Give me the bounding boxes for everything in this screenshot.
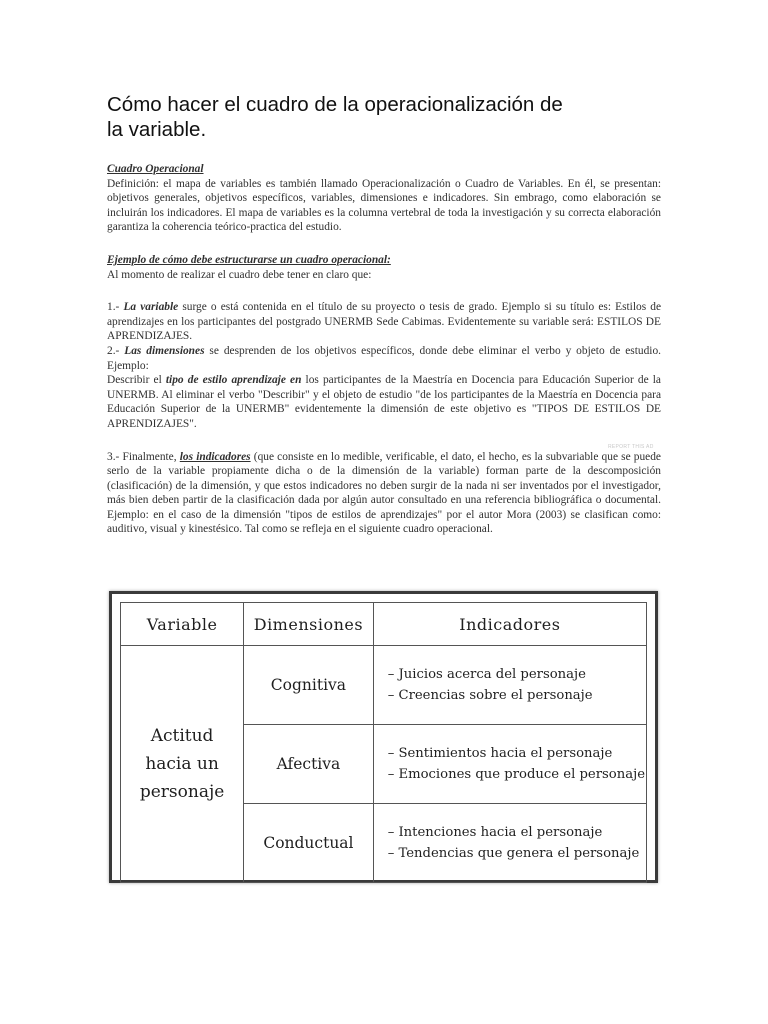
title-line-2: la variable.	[107, 118, 207, 141]
item-3-paragraph	[107, 450, 661, 538]
indicators-cell	[373, 725, 646, 804]
item-2-example	[107, 373, 661, 431]
ejemplo-intro: Al momento de realizar el cuadro debe tener en claro que:	[107, 268, 372, 281]
item-2-prefix: 2.-	[107, 344, 125, 357]
variable-line-1: Actitud	[150, 726, 214, 746]
ejemplo-heading: Ejemplo de cómo debe estructurarse un cuadro operacional:	[107, 253, 391, 266]
indicator-item: – Emociones que produce el personaje	[387, 767, 645, 782]
item-2-example-term: tipo de estilo aprendizaje en	[165, 374, 302, 387]
cuadro-heading: Cuadro Operacional	[107, 163, 204, 175]
item-3-prefix: 3.- Finalmente,	[107, 450, 180, 463]
item-3-text: (que consiste en lo medible, verificable, el dato, el hecho, es la subvariable que se puede serlo de la variable propiamente dicha o de la dimensión de la variable) forman parte de la descomposición (clasificación) de la dimensión, y que estos indicadores no deben surgir de la nada ni ser inventados por el investigador, más bien deben partir de la clasificación dada por algún autor consultado en una referencia bibliográfica o documental. Ejemplo: en el caso de la dimensión "tipos de estilos de aprendizajes" por el autor Mora (2003) se clasifican como: auditivo, visual y kinestésico. Tal como se refleja en el siguiente cuadro operacional.	[107, 450, 661, 536]
item-2-example-after: los participantes de la Maestría en Docencia para Educación Superior de la UNERMB. Al eliminar el verbo "Describir" y el objeto de estudio "de los participantes de la Maestría en Docencia para Educación Superior de la UNERMB" evidentemente la dimensión de este objetivo es "TIPOS DE ESTILOS DE APRENDIZAJES".	[107, 374, 661, 430]
page-title	[107, 92, 627, 142]
title-line-1: Cómo hacer el cuadro de la operacionalización de	[107, 93, 563, 116]
item-2-term: Las dimensiones	[124, 344, 205, 357]
indicator-item: – Sentimientos hacia el personaje	[387, 746, 613, 761]
dimension-cell: Conductual	[244, 804, 374, 883]
dimension-cell: Afectiva	[244, 725, 374, 804]
item-1-term: La variable	[123, 301, 179, 314]
item-3-term: los indicadores	[179, 450, 251, 463]
indicators-cell	[373, 804, 646, 883]
table-row	[121, 646, 647, 725]
header-variable: Variable	[121, 603, 244, 646]
variable-line-2: hacia un	[145, 754, 219, 774]
header-indicadores: Indicadores	[373, 603, 646, 646]
item-2-example-before: Describir el	[107, 374, 166, 387]
dimension-cell: Cognitiva	[244, 646, 374, 725]
variable-line-3: personaje	[139, 782, 225, 802]
variable-cell	[121, 646, 244, 883]
indicators-cell	[373, 646, 646, 725]
definition-paragraph: Definición: el mapa de variables es también llamado Operacionalización o Cuadro de Variables. En él, se presentan: objetivos generales, objetivos específicos, variables, dimensiones e indicadores. Sin embrago, como elaboración se incluirán los indicadores. El mapa de variables es la columna vertebral de toda la investigación y su correcta elaboración garantiza la coherencia teórico-practica del estudio.	[107, 177, 661, 234]
item-1-prefix: 1.-	[107, 301, 124, 314]
table-header-row	[121, 603, 647, 646]
item-2-text: se desprenden de los objetivos específicos, donde debe eliminar el verbo y objeto de estudio. Ejemplo:	[107, 344, 661, 372]
item-2-paragraph	[107, 344, 661, 373]
header-dimensiones: Dimensiones	[244, 603, 374, 646]
item-1-text: surge o está contenida en el título de su proyecto o tesis de grado. Ejemplo si su título es: Estilos de aprendizajes en los participantes del postgrado UNERMB Sede Cabimas. Evidentemente su variable será: ESTILOS DE APRENDIZAJES.	[107, 301, 662, 343]
indicator-item: – Creencias sobre el personaje	[387, 688, 593, 703]
indicator-item: – Juicios acerca del personaje	[387, 667, 586, 682]
item-1-paragraph	[107, 300, 661, 344]
article-body	[107, 162, 661, 537]
indicator-item: – Intenciones hacia el personaje	[387, 825, 603, 840]
indicator-item: – Tendencias que genera el personaje	[387, 846, 640, 861]
operational-table	[120, 602, 647, 883]
report-ad-link[interactable]: REPORT THIS AD	[608, 444, 654, 450]
operational-table-image	[109, 591, 658, 883]
